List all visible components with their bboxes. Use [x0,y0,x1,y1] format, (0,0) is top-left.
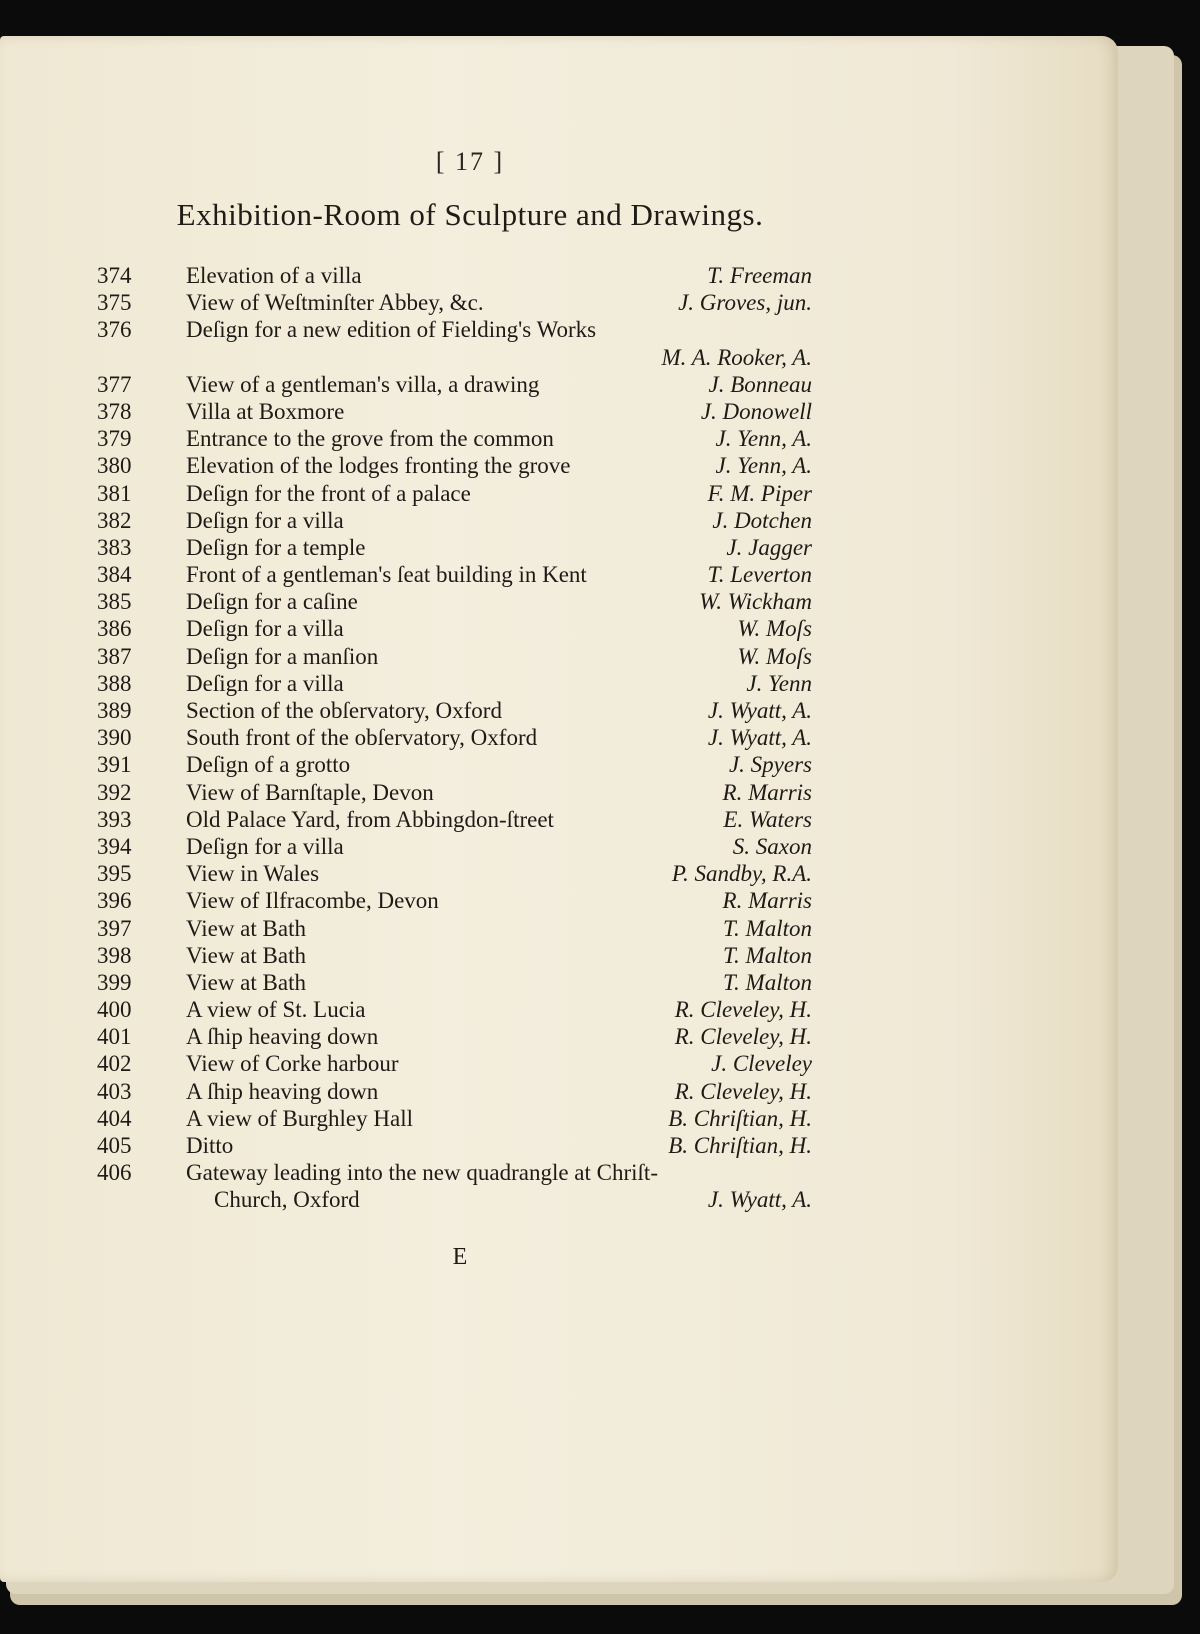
section-heading: Exhibition-Room of Sculpture and Drawings. [176,197,764,232]
entry-artist: B. Chriſtian, H. [668,1133,812,1158]
entry-title: View of Weſtminſter Abbey, &c. [186,290,484,316]
catalogue-entry [0,860,1118,887]
entry-title: Gateway leading into the new quadrangle at Chriſt- [186,1160,658,1186]
entry-number: 387 [97,643,132,669]
entry-title: Entrance to the grove from the common [186,426,554,452]
entry-number: 405 [97,1133,132,1158]
entry-title: View of Corke harbour [186,1051,399,1077]
entry-artist: R. Marris [722,888,812,914]
entry-title: Deſign for a villa [186,616,344,642]
entry-title: View of Barnſtaple, Devon [186,779,434,805]
entry-title: Deſign for a new edition of Fielding's Works [186,317,597,343]
entry-artist: J. Groves, jun. [678,290,812,316]
entry-title: View at Bath [186,969,306,995]
entry-title: Section of the obſervatory, Oxford [186,698,502,723]
catalogue-entry [0,534,1118,561]
entry-number: 374 [97,263,132,288]
entry-number: 385 [97,589,132,615]
entry-artist: J. Wyatt, A. [707,698,812,723]
catalogue-entry [0,262,1118,289]
entry-number: 402 [97,1051,132,1077]
entry-title: View in Wales [186,861,320,887]
entry-artist: J. Cleveley [711,1051,812,1077]
entry-title: Deſign for a manſion [186,643,379,669]
catalogue-entry [0,969,1118,996]
entry-title: View at Bath [186,915,306,941]
entry-title: Deſign for a villa [186,833,344,859]
catalogue-entry [0,915,1118,942]
entry-number: 401 [97,1024,132,1050]
entry-title: Deſign of a grotto [186,752,351,778]
catalogue-entry [0,316,1118,343]
catalogue-entry [0,1050,1118,1077]
catalogue-entry [0,779,1118,806]
entry-artist: W. Moſs [737,643,812,669]
signature-mark: E [452,1244,468,1270]
page-number: [ 17 ] [435,147,505,176]
entry-artist: J. Yenn [746,670,812,696]
entry-artist: R. Cleveley, H. [674,997,812,1023]
entry-title: View of Ilfracombe, Devon [186,888,439,914]
entry-artist: E. Waters [723,806,812,832]
catalogue-entry [0,1105,1118,1132]
entry-artist: W. Wickham [699,589,812,615]
catalogue-entry [0,1078,1118,1105]
catalogue-entry [0,1023,1118,1050]
catalogue-entry [0,697,1118,724]
catalogue-entry [0,670,1118,697]
entry-title: View at Bath [186,942,306,968]
entry-artist: R. Cleveley, H. [674,1024,812,1050]
entry-artist: S. Saxon [732,833,812,859]
entry-number: 389 [97,698,132,723]
entry-number: 382 [97,507,132,533]
catalogue-entry [0,996,1118,1023]
entry-number: 400 [97,997,132,1023]
entry-artist: W. Moſs [737,616,812,642]
catalogue-entry [0,1132,1118,1159]
entry-title: View of a gentleman's villa, a drawing [186,371,540,397]
entry-artist: F. M. Piper [707,480,812,506]
entry-number: 383 [97,534,132,560]
catalogue-entry [0,615,1118,642]
entry-title: Deſign for the front of a palace [186,480,471,506]
entry-artist: J. Donowell [700,398,812,424]
entry-artist: P. Sandby, R.A. [671,861,812,887]
entry-artist: J. Dotchen [712,507,812,533]
entry-artist: J. Wyatt, A. [707,1187,812,1213]
entry-number: 394 [97,833,132,859]
catalogue-entry [0,561,1118,588]
catalogue-entry [0,806,1118,833]
catalogue-entry [0,507,1118,534]
entry-number: 378 [97,398,132,424]
entry-artist: J. Yenn, A. [715,426,812,452]
entry-number: 390 [97,725,132,751]
entry-title: A ſhip heaving down [186,1024,379,1050]
entry-artist: J. Wyatt, A. [707,725,812,751]
entry-title: A ſhip heaving down [186,1078,379,1104]
entry-number: 376 [97,317,132,343]
entry-title: Ditto [186,1133,234,1158]
entry-title: Deſign for a caſine [186,589,358,615]
catalogue-entry [0,724,1118,751]
entry-artist: J. Jagger [726,534,812,560]
catalogue-entry [0,942,1118,969]
entry-title: Front of a gentleman's ſeat building in Kent [186,562,587,588]
entry-number: 380 [97,453,132,479]
entry-title: A view of St. Lucia [186,997,366,1023]
entry-title: Deſign for a villa [186,670,344,696]
entry-title: Villa at Boxmore [186,398,345,424]
catalogue-entry [0,1186,1118,1213]
entry-title: A view of Burghley Hall [186,1105,413,1131]
entry-title: Old Palace Yard, from Abbingdon-ſtreet [186,806,554,832]
catalogue-entry [0,452,1118,479]
entry-artist: J. Yenn, A. [715,453,812,479]
catalogue-entry [0,425,1118,452]
catalogue-entry [0,751,1118,778]
entry-artist: B. Chriſtian, H. [668,1105,812,1131]
catalogue-entry [0,643,1118,670]
entry-number: 395 [97,861,132,887]
entry-title: South front of the obſervatory, Oxford [186,725,538,751]
entry-number: 397 [97,915,132,941]
catalogue-entry [0,588,1118,615]
entry-title: Elevation of the lodges fronting the grove [186,453,571,479]
catalogue-entry [0,833,1118,860]
entry-artist: T. Malton [722,969,812,995]
entry-number: 386 [97,616,132,642]
entry-title: Elevation of a villa [186,263,362,288]
entry-artist: T. Malton [722,942,812,968]
catalogue-entry [0,1159,1118,1186]
catalogue-entry [0,289,1118,316]
entry-number: 391 [97,752,132,778]
entry-artist: J. Spyers [728,752,812,778]
entry-title: Deſign for a villa [186,507,344,533]
entry-title: Church, Oxford [214,1187,360,1213]
catalogue-entry [0,371,1118,398]
entry-number: 381 [97,480,132,506]
catalogue-entry [0,480,1118,507]
entry-number: 375 [97,290,132,316]
entry-artist: R. Cleveley, H. [674,1078,812,1104]
entry-number: 393 [97,806,132,832]
entry-artist: J. Bonneau [708,371,812,397]
entry-artist: M. A. Rooker, A. [661,344,812,370]
entry-title: Deſign for a temple [186,534,366,560]
entry-artist: T. Leverton [707,562,812,588]
entry-number: 398 [97,942,132,968]
entry-number: 404 [97,1105,132,1131]
catalogue-entry [0,887,1118,914]
catalogue-entry [0,398,1118,425]
entry-number: 406 [97,1160,132,1186]
entry-number: 377 [97,371,132,397]
entry-number: 403 [97,1078,132,1104]
entry-number: 388 [97,670,132,696]
entry-artist: T. Malton [722,915,812,941]
entry-number: 379 [97,426,132,452]
entry-number: 396 [97,888,132,914]
entry-artist: T. Freeman [707,263,812,288]
catalogue-entry [0,344,1118,371]
entry-number: 384 [97,562,132,588]
catalogue-entries [0,262,1118,1214]
entry-artist: R. Marris [722,779,812,805]
book-page [0,36,1118,1582]
entry-number: 392 [97,779,132,805]
entry-number: 399 [97,969,132,995]
